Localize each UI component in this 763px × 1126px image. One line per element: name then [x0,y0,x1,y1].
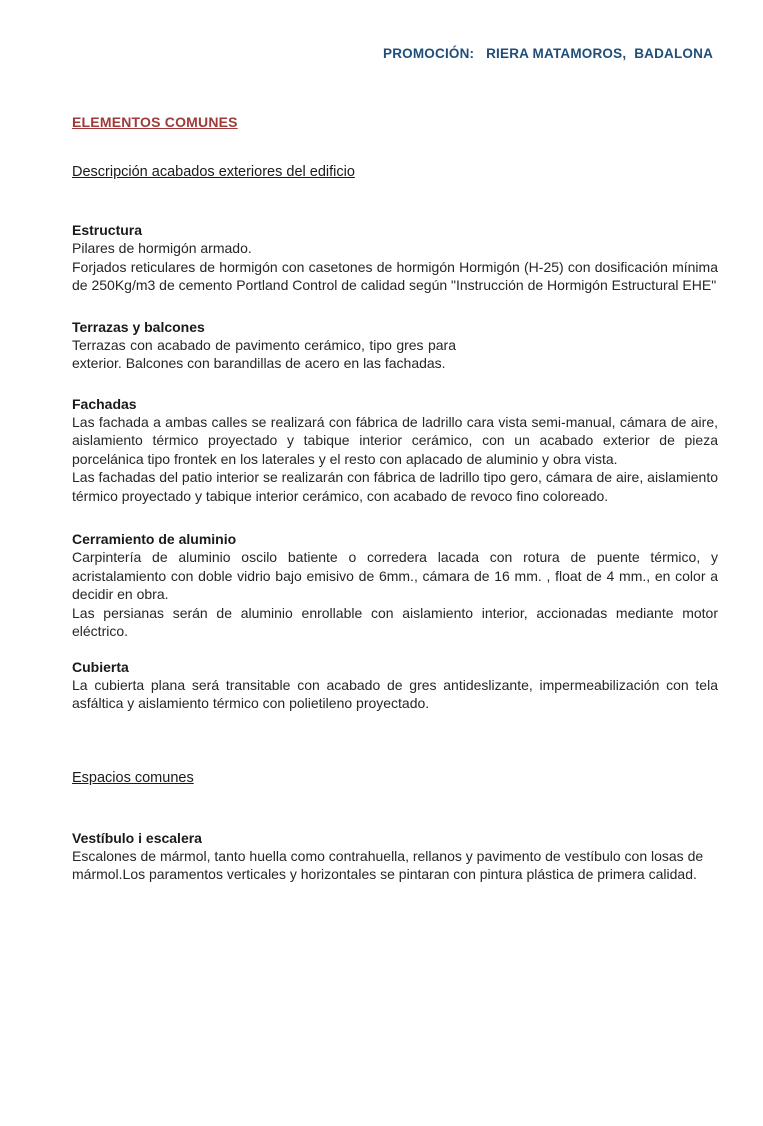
paragraph-cerramiento-2: Las persianas serán de aluminio enrollable con aislamiento interior, accionadas mediante motor eléctrico. [72,604,718,639]
section-cubierta [72,658,718,713]
section-terrazas [72,318,718,373]
paragraph-estructura-1: Pilares de hormigón armado. [72,240,252,256]
section-title-terrazas: Terrazas y balcones [72,318,205,335]
section-title-cubierta: Cubierta [72,658,129,675]
section-cerramiento [72,530,718,641]
section-title-cerramiento: Cerramiento de aluminio [72,531,237,547]
promotion-header: PROMOCIÓN: RIERA MATAMOROS, BADALONA [383,46,714,61]
section-title-vestibulo: Vestíbulo i escalera [72,829,202,846]
document-page [0,46,763,1126]
paragraph-fachadas-2: Las fachadas del patio interior se realizarán con fábrica de ladrillo tipo gero, cámara de aire, aislamiento térmico proyectado y tabique interior cerámico, con acabado de revoco fino coloreado. [72,469,718,504]
subheading-descripcion-exteriores: Descripción acabados exteriores del edificio [72,164,355,180]
paragraph-cubierta-1: La cubierta plana será transitable con acabado de gres antideslizante, impermeabilización con tela asfáltica y aislamiento térmico con polietileno proyectado. [72,676,718,711]
section-title-estructura: Estructura [72,222,143,238]
paragraph-cerramiento-1: Carpintería de aluminio oscilo batiente o corredera lacada con rotura de puente térmico, y acristalamiento con doble vidrio bajo emisivo de 6mm., cámara de 16 mm. , float de 4 mm., en color a decidir en obra. [72,549,718,602]
section-fachadas [72,395,718,506]
section-estructura [72,221,718,295]
subheading-espacios-comunes: Espacios comunes [72,769,194,786]
main-heading-elementos-comunes: ELEMENTOS COMUNES [72,114,238,130]
paragraph-vestibulo-1: Escalones de mármol, tanto huella como contrahuella, rellanos y pavimento de vestíbulo con losas de mármol.Los paramentos verticales y horizontales se pintaran con pintura plástica de primera calidad. [72,847,704,882]
paragraph-fachadas-1: Las fachada a ambas calles se realizará con fábrica de ladrillo cara vista semi-manual, cámara de aire, aislamiento térmico proyectado y tabique interior cerámico, con un acabado exterior de pieza porcelánica tipo frontek en los laterales y el resto con aplacado de aluminio y obra vista. [72,413,718,467]
section-title-fachadas: Fachadas [72,395,137,412]
section-vestibulo [72,829,718,884]
paragraph-terrazas-1: Terrazas con acabado de pavimento cerámico, tipo gres para exterior. Balcones con barandillas de acero en las fachadas. [72,336,456,371]
paragraph-estructura-2: Forjados reticulares de hormigón con casetones de hormigón Hormigón (H-25) con dosificación mínima de 250Kg/m3 de cemento Portland Control de calidad según "Instrucción de Hormigón Estructural EHE" [72,258,718,293]
